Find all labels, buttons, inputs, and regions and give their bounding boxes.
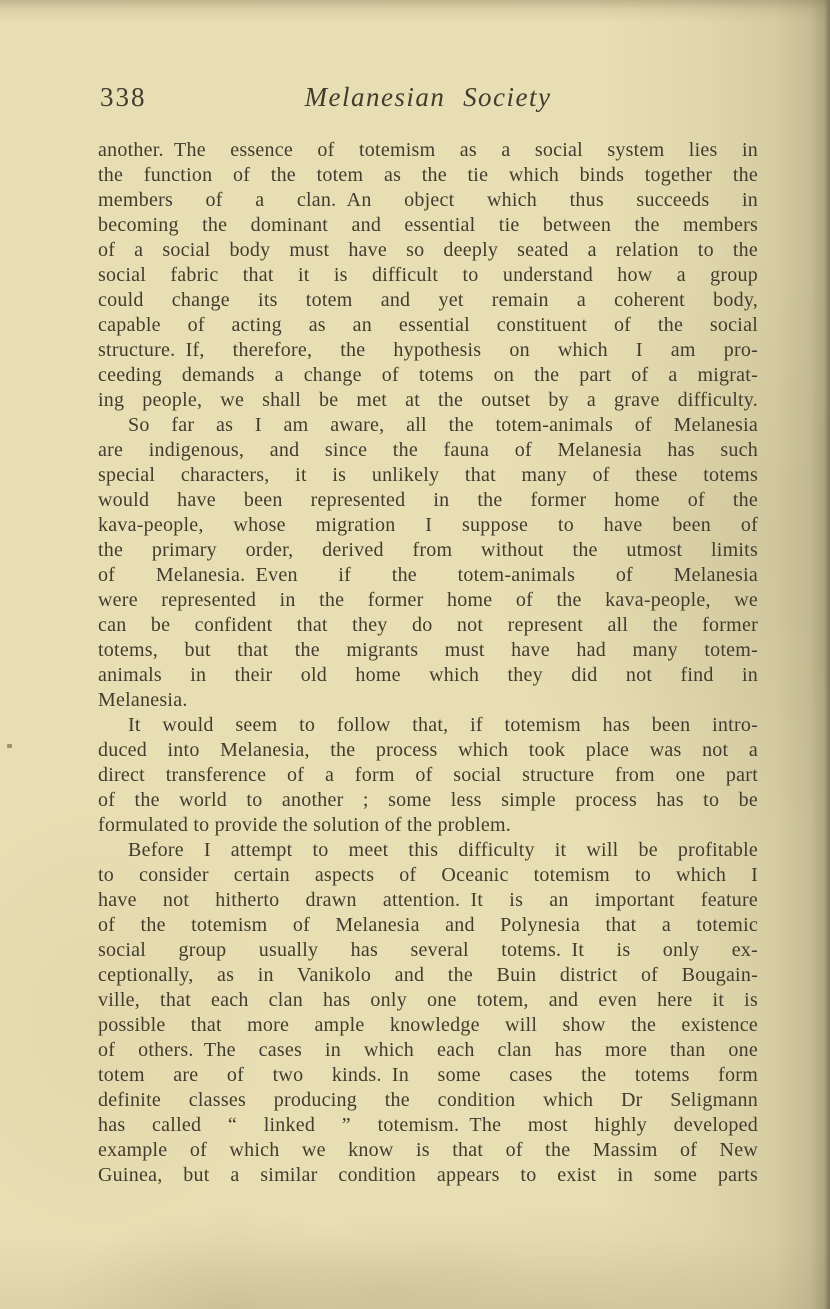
page-header	[98, 82, 758, 114]
text-line: members of a clan. An object which thus succeeds in	[98, 189, 758, 211]
text-line: of Melanesia. Even if the totem-animals of Melanesia	[98, 564, 758, 586]
text-line: ing people, we shall be met at the outset by a grave difficulty.	[98, 389, 758, 411]
text-line: would have been represented in the former home of the	[98, 489, 758, 511]
text-line: direct transference of a form of social structure from one part	[98, 764, 758, 786]
text-line: Melanesia.	[98, 689, 188, 711]
text-line: possible that more ample knowledge will show the existence	[98, 1014, 758, 1036]
text-line: has called “ linked ” totemism. The most highly developed	[98, 1114, 758, 1136]
text-line: Before I attempt to meet this difficulty it will be profitable	[128, 839, 758, 861]
page-body	[98, 138, 758, 1188]
text-line: of others. The cases in which each clan has more than one	[98, 1039, 758, 1061]
text-line: are indigenous, and since the fauna of Melanesia has such	[98, 439, 758, 461]
text-line: formulated to provide the solution of the problem.	[98, 814, 512, 836]
text-line: It would seem to follow that, if totemism has been intro-	[128, 714, 758, 736]
text-line: animals in their old home which they did not find in	[98, 664, 758, 686]
text-line: of the totemism of Melanesia and Polynesia that a totemic	[98, 914, 758, 936]
text-line: totems, but that the migrants must have had many totem-	[98, 639, 758, 661]
text-line: social group usually has several totems. It is only ex-	[98, 939, 758, 961]
text-line: example of which we know is that of the Massim of New	[98, 1139, 758, 1161]
scan-speck	[7, 744, 12, 748]
text-line: another. The essence of totemism as a social system lies in	[98, 139, 758, 161]
text-line: special characters, it is unlikely that many of these totems	[98, 464, 758, 486]
text-line: definite classes producing the condition which Dr Seligmann	[98, 1089, 758, 1111]
text-line: becoming the dominant and essential tie between the members	[98, 214, 758, 236]
paragraph	[98, 838, 758, 1188]
text-line: to consider certain aspects of Oceanic totemism to which I	[98, 864, 758, 886]
paragraph	[98, 138, 758, 413]
text-line: of a social body must have so deeply seated a relation to the	[98, 239, 758, 261]
text-line: of the world to another ; some less simple process has to be	[98, 789, 758, 811]
paragraph	[98, 413, 758, 713]
text-line: ceeding demands a change of totems on the part of a migrat-	[98, 364, 758, 386]
text-line: could change its totem and yet remain a coherent body,	[98, 289, 758, 311]
text-line: duced into Melanesia, the process which took place was not a	[98, 739, 758, 761]
paragraph	[98, 713, 758, 838]
running-title: Melanesian Society	[304, 82, 552, 112]
text-line: kava-people, whose migration I suppose to have been of	[98, 514, 758, 536]
text-line: capable of acting as an essential constituent of the social	[98, 314, 758, 336]
text-line: the primary order, derived from without the utmost limits	[98, 539, 758, 561]
text-line: the function of the totem as the tie which binds together the	[98, 164, 758, 186]
text-line: ville, that each clan has only one totem, and even here it is	[98, 989, 758, 1011]
text-line: social fabric that it is difficult to understand how a group	[98, 264, 758, 286]
text-line: were represented in the former home of the kava-people, we	[98, 589, 758, 611]
text-line: totem are of two kinds. In some cases the totems form	[98, 1064, 758, 1086]
text-line: structure. If, therefore, the hypothesis on which I am pro-	[98, 339, 758, 361]
text-line: Guinea, but a similar condition appears to exist in some parts	[98, 1164, 758, 1186]
page-number: 338	[100, 82, 147, 112]
text-line: ceptionally, as in Vanikolo and the Buin district of Bougain-	[98, 964, 758, 986]
text-line: have not hitherto drawn attention. It is an important feature	[98, 889, 758, 911]
text-line: So far as I am aware, all the totem-animals of Melanesia	[128, 414, 758, 436]
text-line: can be confident that they do not represent all the former	[98, 614, 758, 636]
